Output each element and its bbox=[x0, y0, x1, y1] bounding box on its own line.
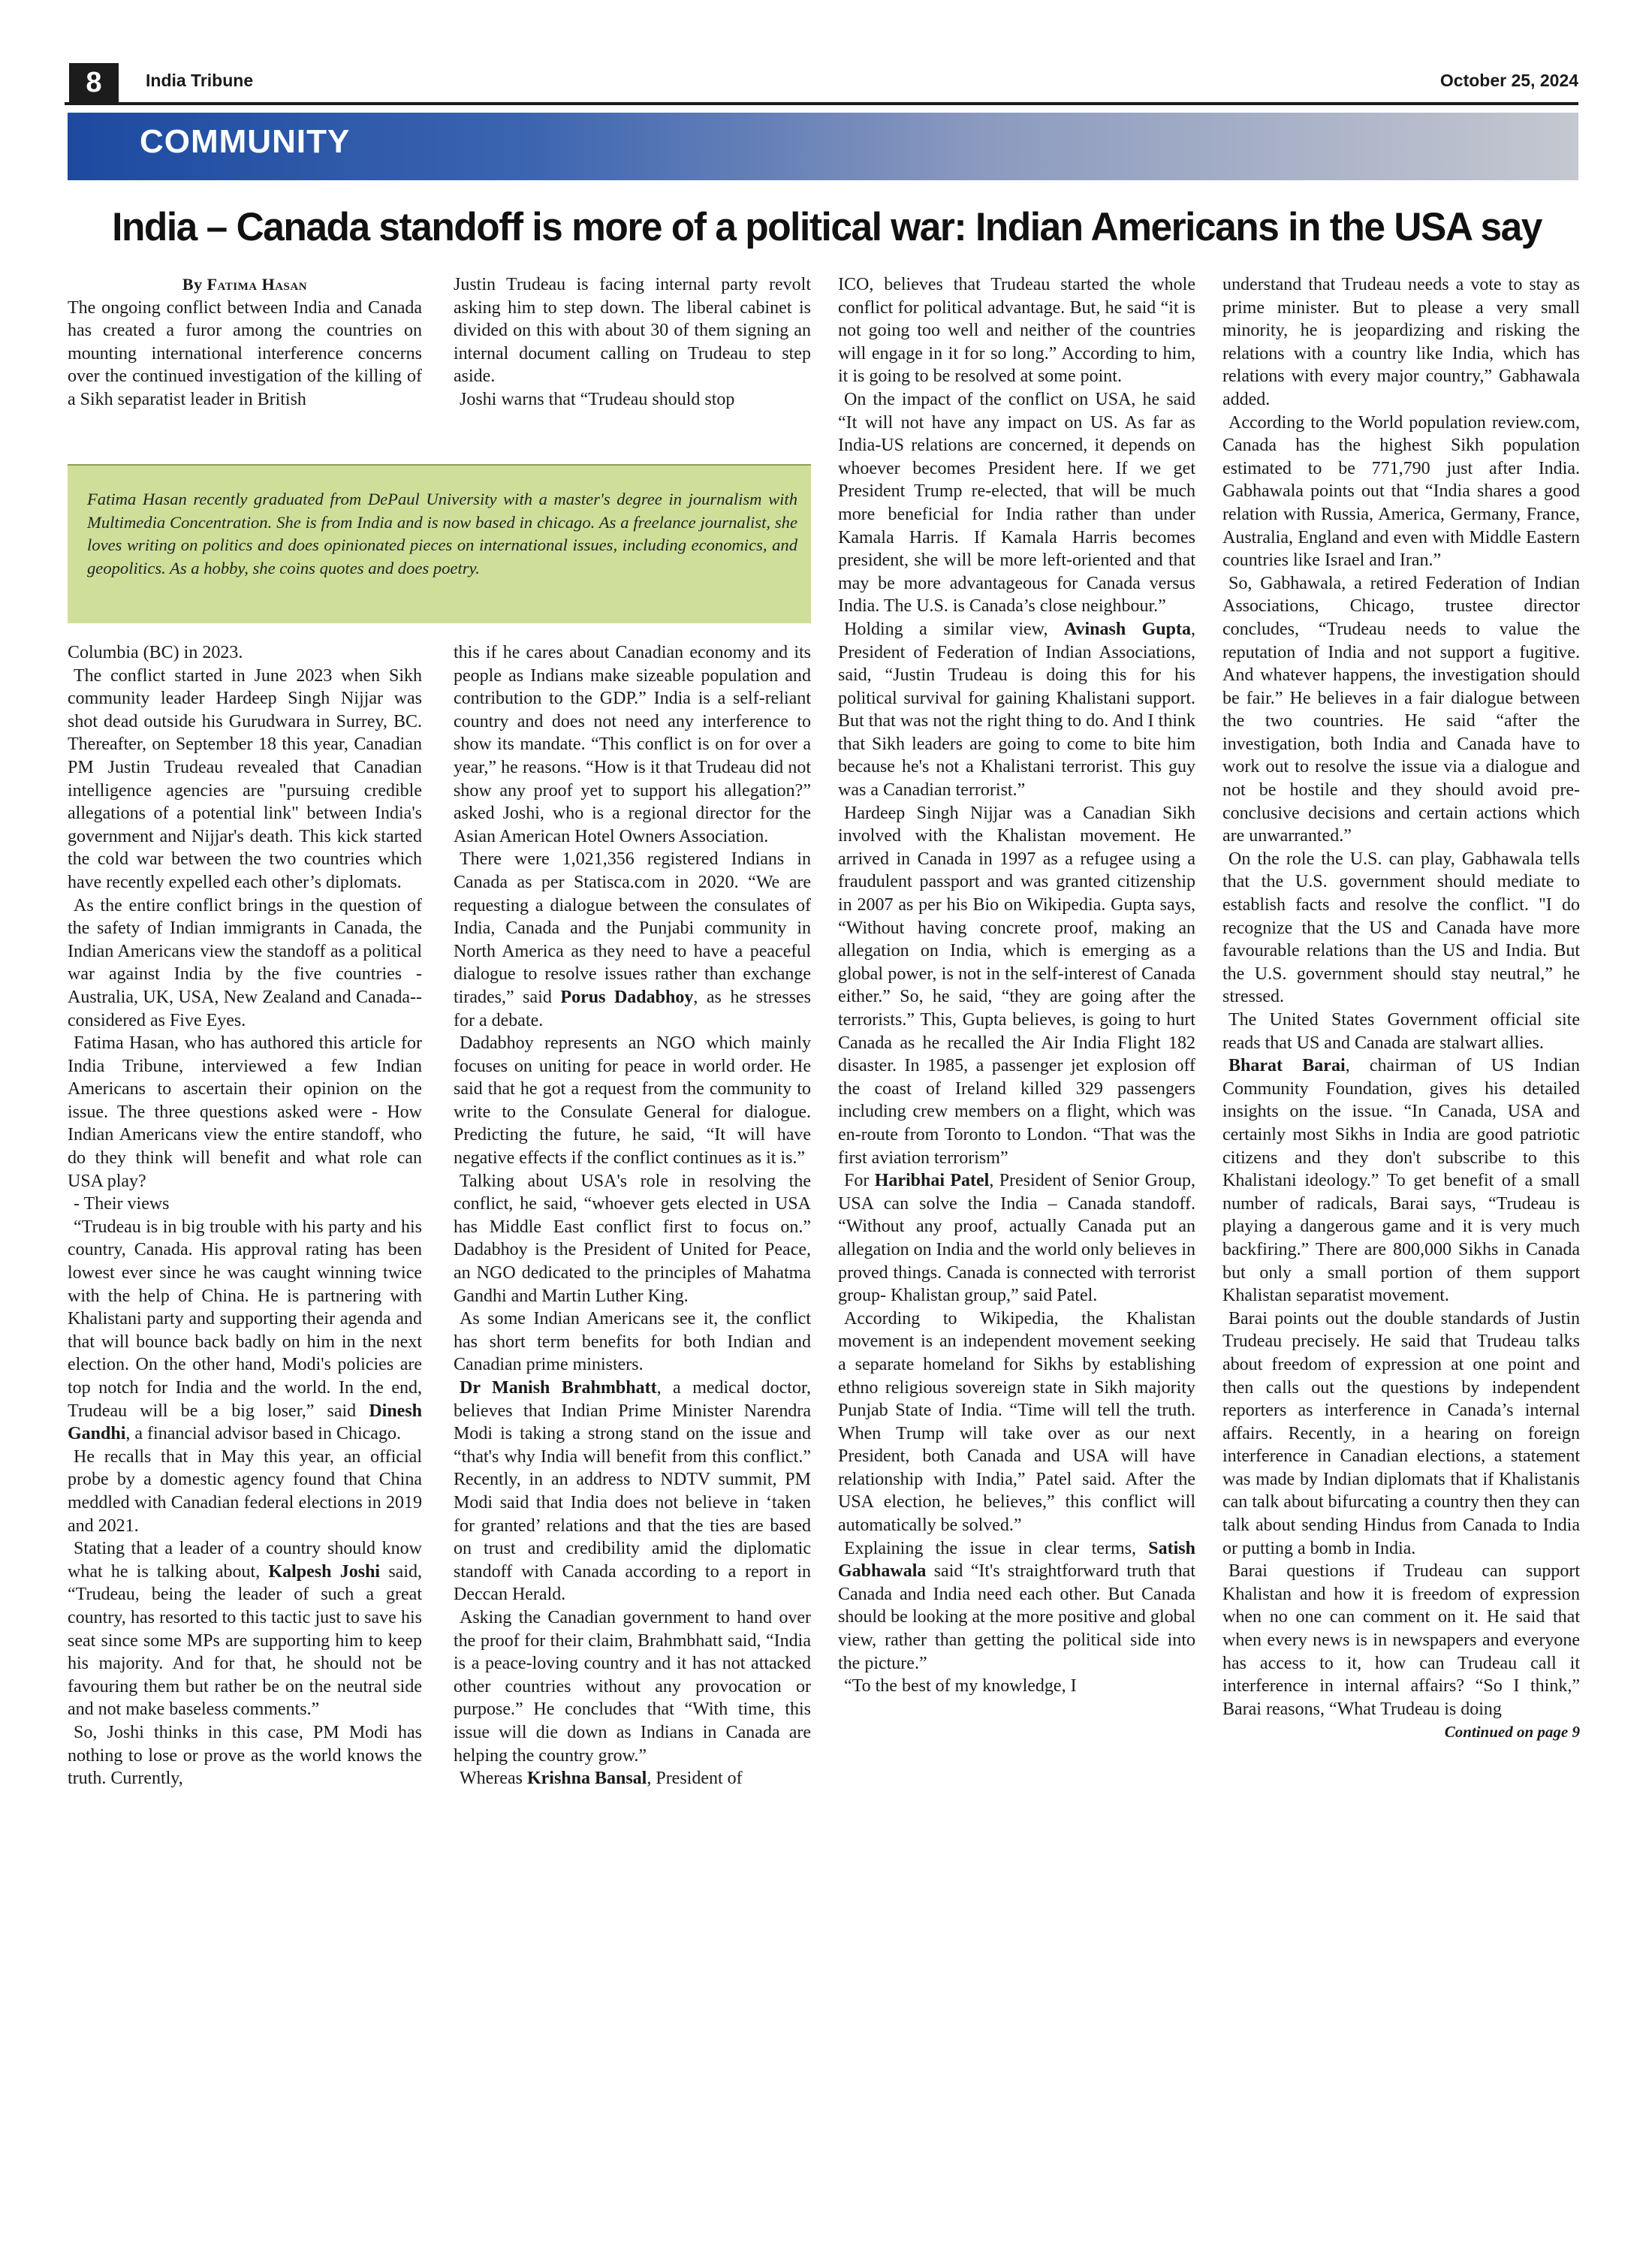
source-name: Krishna Bansal bbox=[526, 1769, 647, 1789]
paragraph: understand that Trudeau needs a vote to stay as prime minister. But to please a very small minority, he is jeopardizing and risking the relations with a country like India, which has relations with every major country,” Gabhawala added. bbox=[1222, 275, 1580, 409]
section-banner bbox=[68, 113, 1578, 180]
column-3 bbox=[838, 273, 1195, 1698]
source-name: Satish Gabhawala bbox=[838, 1538, 1195, 1582]
paragraph: Stating that a leader of a country should know what he is talking about, Kalpesh Joshi said, “Trudeau, being the leader of such a great country, has resorted to this tactic just to save his seat since some MPs are supporting him to keep his majority. And for that, he should not be favouring them but rather be on the neutral side and not make baseless comments.” bbox=[68, 1539, 422, 1720]
column-2-top bbox=[454, 273, 811, 412]
column-1-top bbox=[68, 273, 422, 412]
paragraph: He recalls that in May this year, an official probe by a domestic agency found that China meddled with Canadian federal elections in 2019 and 2021. bbox=[68, 1446, 422, 1536]
paragraph: Whereas Krishna Bansal, President of bbox=[460, 1769, 743, 1789]
author-bio-box bbox=[68, 464, 811, 623]
paragraph: Barai questions if Trudeau can support Khalistan and how it is freedom of expression when no one can comment on it. He said that when every news is in newspapers and everyone has access to it, how can Trudeau call it interference in internal affairs? “So I think,” Barai reasons, “What Trudeau is doing bbox=[1222, 1561, 1580, 1719]
paragraph: As the entire conflict brings in the question of the safety of Indian immigrants in Canada, the Indian Americans view the standoff as a political war against India by the five countries - Australia, UK, USA, New Zealand and Canada--considered as Five Eyes. bbox=[68, 895, 422, 1030]
paragraph: - Their views bbox=[74, 1194, 170, 1214]
paragraph: Fatima Hasan, who has authored this article for India Tribune, interviewed a few Indian Americans to ascertain their opinion on the issue. The three questions asked were - How Indian Americans view the entire standoff, who do they think will benefit and what role can USA play? bbox=[68, 1033, 422, 1191]
article-headline: India – Canada standoff is more of a political war: Indian Americans in the USA say bbox=[112, 205, 1542, 249]
source-name: Avinash Gupta bbox=[1063, 619, 1191, 639]
paragraph: On the impact of the conflict on USA, he said “It will not have any impact on US. As far as India-US relations are concerned, it depends on whoever becomes President here. If we get President Trump re-elected, that will be much more beneficial for India rather than under Kamala Harris. If Kamala Harris becomes president, she will be more left-oriented and that may be more advantageous for Canada versus India. The U.S. is Canada’s close neighbour.” bbox=[838, 389, 1195, 617]
paragraph: “Trudeau is in big trouble with his party and his country, Canada. His approval rating has been lowest ever since he was caught winning twice with the help of China. He is partnering with Khalistani party and supporting their agenda and that will bounce back badly on him in the next election. On the other hand, Modi's policies are top notch for India and the world. In the end, Trudeau will be a big loser,” said Dinesh Gandhi, a financial advisor based in Chicago. bbox=[68, 1217, 422, 1444]
paragraph: According to Wikipedia, the Khalistan movement is an independent movement seeking a separate homeland for Sikhs by establishing ethno religious sovereign state in Sikh majority Punjab State of India. “Time will tell the truth. When Trump will take over as our next President, both Canada and USA will have relationship with India,” Patel said. After the USA election, he believes,” this conflict will automatically be solved.” bbox=[838, 1308, 1195, 1536]
paragraph: Holding a similar view, Avinash Gupta, President of Federation of Indian Associations, said, “Justin Trudeau is doing this for his political survival for gaining Khalistani support. But that was not the right thing to do. And I think that Sikh leaders are going to come to bite him because he's not a Khalistani terrorist. This guy was a Canadian terrorist.” bbox=[838, 619, 1195, 801]
section-title: COMMUNITY bbox=[140, 123, 351, 160]
source-name: Porus Dadabhoy bbox=[560, 987, 694, 1007]
paragraph: ICO, believes that Trudeau started the whole conflict for political advantage. But, he said “it is not going too well and neither of the countries will engage in it for so long.” According to him, it is going to be resolved at some point. bbox=[838, 275, 1195, 387]
paragraph: According to the World population review.com, Canada has the highest Sikh population estimated to be 771,790 just after India. Gabhawala points out that “India shares a good relation with Russia, America, Germany, France, Australia, England and even with Middle Eastern countries like Israel and Iran.” bbox=[1222, 412, 1580, 571]
source-name: Dinesh Gandhi bbox=[68, 1401, 422, 1444]
page-header bbox=[65, 63, 1578, 104]
source-name: Kalpesh Joshi bbox=[268, 1561, 381, 1582]
paragraph: Hardeep Singh Nijjar was a Canadian Sikh involved with the Khalistan movement. He arrived in Canada in 1997 as a refugee using a fraudulent passport and was granted citizenship in 2007 as per his Bio on Wikipedia. Gupta says, “Without having concrete proof, making an allegation on India, which is emerging as a global power, is not in the self-interest of Canada either.” So, he said, “they are going after the terrorists.” This, Gupta believes, is going to hurt Canada as he recalled the Air India Flight 182 disaster. In 1985, a passenger jet explosion off the coast of Ireland killed 329 passengers including crew members on a flight, which was en-route from Toronto to London. “That was the first aviation terrorism” bbox=[838, 803, 1195, 1168]
continued-note[interactable]: Continued on page 9 bbox=[1444, 1723, 1580, 1742]
paragraph: Dadabhoy represents an NGO which mainly focuses on uniting for peace in world order. He said that he got a request from the community to write to the Consulate General for dialogue. Predicting the future, he said, “It will have negative effects if the conflict continues as it is.” bbox=[454, 1033, 811, 1169]
paragraph: this if he cares about Canadian economy and its people as Indians make sizeable population and contribution to the GDP.” India is a self-reliant country and does not need any interference to show its mandate. “This conflict is on for over a year,” he reasons. “How is it that Trudeau did not show any proof yet to support his allegation?” asked Joshi, who is a regional director for the Asian American Hotel Owners Association. bbox=[454, 643, 811, 846]
publication-name: India Tribune bbox=[146, 71, 254, 90]
paragraph: The conflict started in June 2023 when Sikh community leader Hardeep Singh Nijjar was shot dead outside his Gurudwara in Surrey, BC. Thereafter, on September 18 this year, Canadian PM Justin Trudeau revealed that Canadian intelligence agencies are "pursuing credible allegations of a potential link" between India's government and Nijjar's death. This kick started the cold war between the two countries which have recently expelled each other’s diplomats. bbox=[68, 665, 422, 892]
paragraph: The United States Government official site reads that US and Canada are stalwart allies. bbox=[1222, 1010, 1580, 1053]
page-number: 8 bbox=[69, 63, 119, 102]
paragraph: The ongoing conflict between India and Canada has created a furor among the countries on mounting international interference concerns over the continued investigation of the killing of a Sikh separatist leader in British bbox=[68, 297, 422, 409]
issue-date: October 25, 2024 bbox=[1439, 71, 1578, 90]
source-name: Bharat Barai bbox=[1228, 1056, 1346, 1076]
paragraph: On the role the U.S. can play, Gabhawala tells that the U.S. government should mediate to establish facts and resolve the conflict. "I do recognize that the US and Canada have more favourable relations than the US and India. But the U.S. government should stay neutral,” he stressed. bbox=[1222, 849, 1580, 1007]
paragraph: For Haribhai Patel, President of Senior Group, USA can solve the India – Canada standoff. “Without any proof, actually Canada put an allegation on India and the world only believes in proved things. Canada is connected with terrorist group- Khalistan group,” said Patel. bbox=[838, 1171, 1196, 1306]
paragraph: So, Gabhawala, a retired Federation of Indian Associations, Chicago, trustee director concludes, “Trudeau needs to value the reputation of India and not support a fugitive. And whatever happens, the investigation should be fair.” He believes in a fair dialogue between the two countries. He said “after the investigation, both India and Canada have to work out to resolve the issue via a dialogue and not be hostile and they should avoid pre-conclusive decisions and certain actions which are unwarranted.” bbox=[1222, 573, 1580, 846]
paragraph: There were 1,021,356 registered Indians in Canada as per Statisca.com in 2020. “We are requesting a dialogue between the consulates of India, Canada and the Punjabi community in North America as they need to have a peaceful dialogue to resolve issues rather than exchange tirades,” said Porus Dadabhoy, as he stresses for a debate. bbox=[454, 849, 811, 1030]
author-bio: Fatima Hasan recently graduated from DePaul University with a master's degree in journalism with Multimedia Concentration. She is from India and is now based in chicago. As a freelance journalist, she loves writing on politics and does opinionated pieces on international issues, including economics, and geopolitics. As a hobby, she coins quotes and does poetry. bbox=[87, 490, 797, 578]
column-1 bbox=[68, 641, 422, 1790]
paragraph: Columbia (BC) in 2023. bbox=[68, 643, 243, 662]
paragraph: “To the best of my knowledge, I bbox=[844, 1676, 1077, 1697]
paragraph: Justin Trudeau is facing internal party revolt asking him to step down. The liberal cabinet is divided on this with about 30 of them signing an internal document calling on Trudeau to step aside. bbox=[454, 275, 811, 387]
paragraph: So, Joshi thinks in this case, PM Modi has nothing to lose or prove as the world knows the truth. Currently, bbox=[68, 1722, 422, 1789]
paragraph: Explaining the issue in clear terms, Satish Gabhawala said “It's straightforward truth that Canada and India need each other. But Canada should be looking at the more positive and global view, rather than getting the political side into the picture.” bbox=[838, 1538, 1195, 1673]
paragraph: Asking the Canadian government to hand over the proof for their claim, Brahmbhatt said, “India is a peace-loving country and it has not attacked other countries without any provocation or purpose.” He concludes that “With time, this issue will die down as Indians in Canada are helping the country grow.” bbox=[454, 1607, 811, 1766]
paragraph: As some Indian Americans see it, the conflict has short term benefits for both Indian and Canadian prime ministers. bbox=[454, 1309, 811, 1375]
paragraph: Barai points out the double standards of Justin Trudeau precisely. He said that Trudeau talks about freedom of expression at one point and then calls out the questions by independent reporters as interference in Canada’s internal affairs. Recently, in a hearing on foreign interference in Canadian elections, a statement was made by Indian diplomats that if Khalistanis can talk about bifurcating a country then they can talk about sending Hindus from Canada to India or putting a bomb in India. bbox=[1222, 1308, 1580, 1558]
byline: By Fatima Hasan bbox=[182, 275, 308, 294]
paragraph: Joshi warns that “Trudeau should stop bbox=[460, 389, 735, 409]
source-name: Dr Manish Brahmbhatt bbox=[460, 1378, 657, 1398]
column-2 bbox=[454, 641, 811, 1790]
column-4 bbox=[1222, 273, 1580, 1744]
paragraph: Dr Manish Brahmbhatt, a medical doctor, believes that Indian Prime Minister Narendra Modi is taking a strong stand on the issue and “that's why India will benefit from this conflict.” Recently, in an address to NDTV summit, PM Modi said that India does not believe in ‘taken for granted’ relations and that the ties are based on trust and credibility amid the diplomatic standoff with Canada according to a report in Deccan Herald. bbox=[454, 1378, 811, 1605]
source-name: Haribhai Patel bbox=[874, 1171, 990, 1191]
paragraph: Talking about USA's role in resolving the conflict, he said, “whoever gets elected in USA has Middle East conflict first to focus on.” Dadabhoy is the President of United for Peace, an NGO dedicated to the principles of Mahatma Gandhi and Martin Luther King. bbox=[454, 1171, 811, 1306]
header-rule bbox=[65, 102, 1578, 105]
paragraph: Bharat Barai, chairman of US Indian Community Foundation, gives his detailed insights on the issue. “In Canada, USA and certainly most Sikhs in India are good patriotic citizens and they don't subscribe to this Khalistani ideology.” To get benefit of a small number of radicals, Barai says, “Trudeau is playing a dangerous game and it is very much backfiring.” There are 800,000 Sikhs in Canada but only a small portion of them support Khalistan separatist movement. bbox=[1222, 1056, 1580, 1306]
